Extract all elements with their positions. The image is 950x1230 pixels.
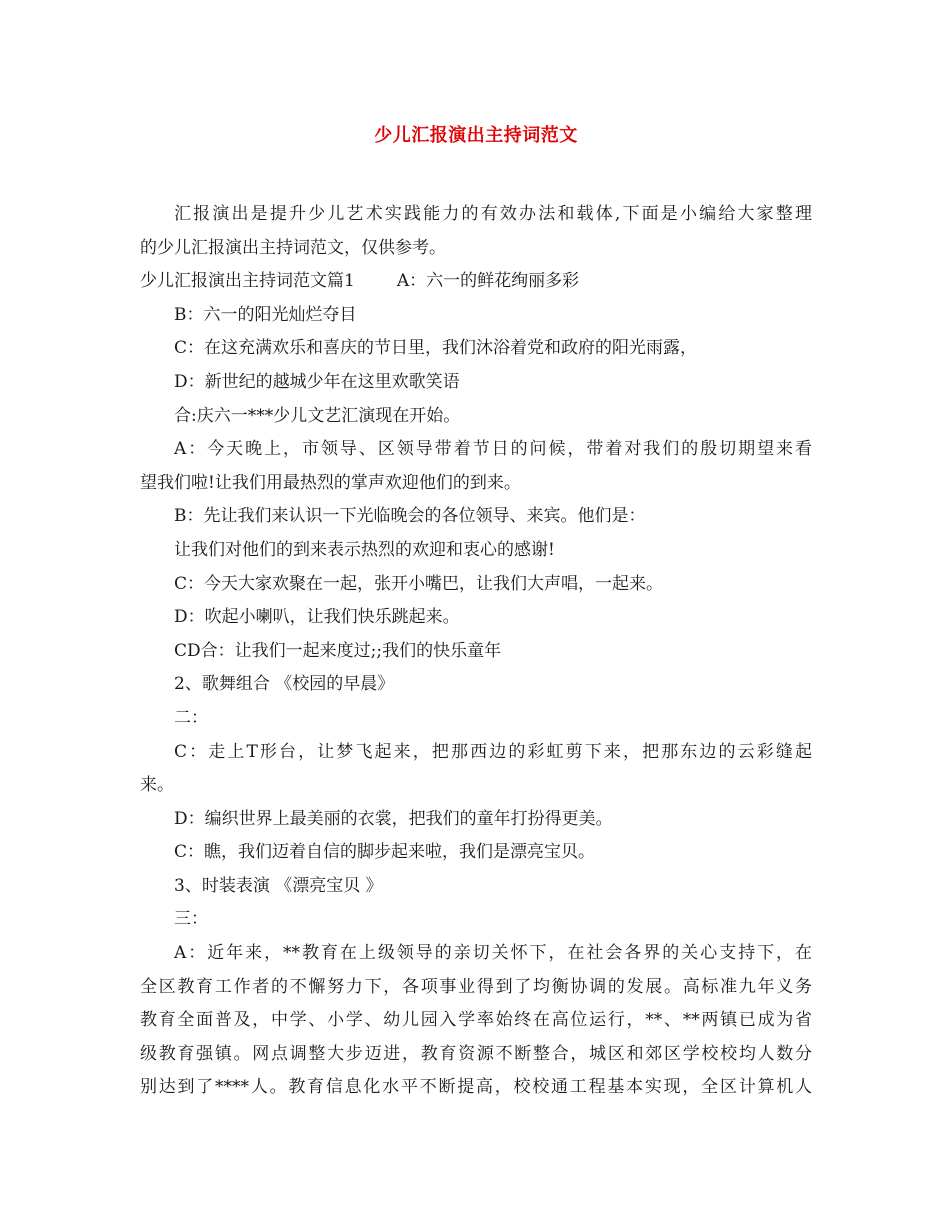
dialogue-line-b1: B：六一的阳光灿烂夺目 xyxy=(174,304,357,325)
dialogue-line-c4: C：瞧，我们迈着自信的脚步起来啦，我们是漂亮宝贝。 xyxy=(174,842,596,863)
dialogue-line-cd: CD合：让我们一起来度过;;我们的快乐童年 xyxy=(174,640,502,661)
section-marker-3: 三： xyxy=(174,909,208,930)
dialogue-line-a2-2: 望我们啦!让我们用最热烈的掌声欢迎他们的到来。 xyxy=(140,472,521,493)
program-item-3: 3、时装表演 《漂亮宝贝 》 xyxy=(174,875,383,896)
dialogue-line-c3-1: C：走上T形台，让梦飞起来，把那西边的彩虹剪下来，把那东边的云彩缝起 xyxy=(174,741,812,762)
dialogue-line-a3-2: 全区教育工作者的不懈努力下，各项事业得到了均衡协调的发展。高标准九年义务 xyxy=(140,976,812,997)
dialogue-line-a3-5: 别达到了****人。教育信息化水平不断提高，校校通工程基本实现，全区计算机人 xyxy=(140,1077,812,1098)
document-title: 少儿汇报演出主持词范文 xyxy=(374,125,578,146)
section-heading: 少儿汇报演出主持词范文篇1 xyxy=(140,271,355,292)
intro-line-2: 的少儿汇报演出主持词范文，仅供参考。 xyxy=(140,237,446,258)
thanks-line: 让我们对他们的到来表示热烈的欢迎和衷心的感谢! xyxy=(174,539,555,560)
dialogue-line-he1: 合:庆六一***少儿文艺汇演现在开始。 xyxy=(174,405,461,426)
dialogue-line-d2: D：吹起小喇叭，让我们快乐跳起来。 xyxy=(174,607,460,628)
intro-line-1: 汇报演出是提升少儿艺术实践能力的有效办法和载体,下面是小编给大家整理 xyxy=(174,204,812,224)
dialogue-line-a3-4: 级教育强镇。网点调整大步迈进，教育资源不断整合，城区和郊区学校校均人数分 xyxy=(140,1043,812,1064)
dialogue-line-b2: B：先让我们来认识一下光临晚会的各位领导、来宾。他们是： xyxy=(174,506,646,527)
dialogue-line-d1: D：新世纪的越城少年在这里欢歌笑语 xyxy=(174,371,460,392)
dialogue-line-a2-1: A：今天晚上，市领导、区领导带着节日的问候，带着对我们的殷切期望来看 xyxy=(174,439,812,460)
dialogue-line-a1: A：六一的鲜花绚丽多彩 xyxy=(396,271,580,292)
dialogue-line-c3-2: 来。 xyxy=(140,775,174,796)
dialogue-line-c2: C：今天大家欢聚在一起，张开小嘴巴，让我们大声唱，一起来。 xyxy=(174,573,664,594)
section-marker-2: 二： xyxy=(174,707,208,728)
dialogue-line-c1: C：在这充满欢乐和喜庆的节日里，我们沐浴着党和政府的阳光雨露， xyxy=(174,338,698,359)
section-heading-row xyxy=(140,265,812,299)
dialogue-line-d3: D：编织世界上最美丽的衣裳，把我们的童年打扮得更美。 xyxy=(174,808,613,829)
dialogue-line-a3-1: A：近年来，**教育在上级领导的亲切关怀下，在社会各界的关心支持下，在 xyxy=(174,943,812,964)
program-item-2: 2、歌舞组合 《校园的早晨》 xyxy=(174,674,395,695)
dialogue-line-a3-3: 教育全面普及，中学、小学、幼儿园入学率始终在高位运行，**、**两镇已成为省 xyxy=(140,1010,812,1031)
